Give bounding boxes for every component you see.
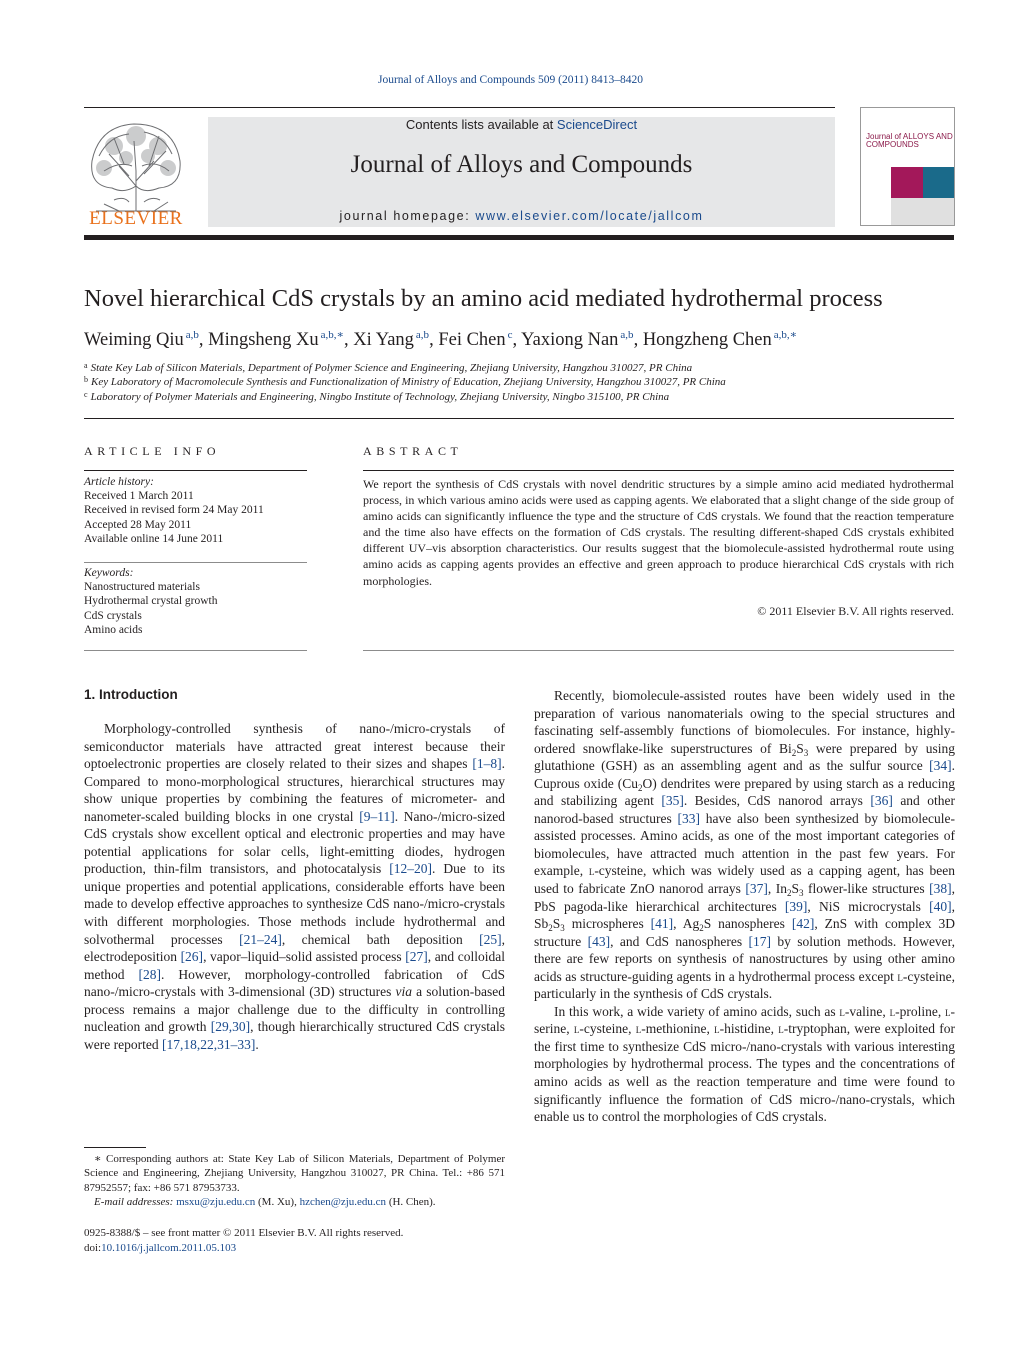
citation-link[interactable]: [38] bbox=[929, 881, 952, 897]
citation-link[interactable]: [36] bbox=[870, 793, 893, 809]
section-heading: 1. Introduction bbox=[84, 687, 178, 702]
journal-homepage-line: journal homepage: www.elsevier.com/locate/jallcom bbox=[339, 209, 704, 223]
doi-link[interactable]: 10.1016/j.jallcom.2011.05.103 bbox=[101, 1242, 237, 1254]
history-item: Received in revised form 24 May 2011 bbox=[84, 504, 264, 517]
journal-reference[interactable]: Journal of Alloys and Compounds 509 (2011) 8413–8420 bbox=[377, 74, 644, 86]
body-column-right bbox=[534, 687, 955, 1126]
author-name[interactable]: Fei Chen bbox=[438, 330, 506, 350]
citation-link[interactable]: [12–20] bbox=[389, 861, 432, 877]
keyword: Amino acids bbox=[84, 623, 143, 636]
section-rule bbox=[84, 418, 954, 419]
keyword: CdS crystals bbox=[84, 609, 142, 622]
affiliation: $^c$ Laboratory of Polymer Materials and Engineering, Ningbo Institute of Technology, Zhejiang University, Ningbo 315100, PR China bbox=[84, 390, 670, 403]
article-info-heading: ARTICLE INFO bbox=[84, 444, 221, 458]
author-affil-mark[interactable]: a,b bbox=[620, 329, 634, 341]
author-affil-mark[interactable]: c bbox=[507, 329, 513, 341]
author-affil-mark[interactable]: a,b bbox=[415, 329, 430, 341]
issn-line: 0925-8388/$ – see front matter © 2011 Elsevier B.V. All rights reserved. bbox=[84, 1227, 404, 1239]
corresponding-author-footnote bbox=[84, 1152, 505, 1210]
citation-link[interactable]: [42] bbox=[791, 916, 815, 932]
author-name[interactable]: Weiming Qiu bbox=[84, 330, 184, 350]
author-list: Weiming Qiu $^{a,b}$, Mingsheng Xu $^{a,b,∗}$, Xi Yang $^{a,b}$, Fei Chen $^c$, Yaxiong Nan $^{a,b}$, Hongzheng Chen $^{a,b,∗}$ bbox=[84, 329, 798, 350]
author-affil-mark[interactable]: a,b bbox=[185, 329, 199, 341]
keywords-label: Keywords: bbox=[84, 567, 134, 579]
body-paragraph: Morphology-controlled synthesis of nano-/micro-crystals of semiconductor materials have attracted great interest because their optoelectronic properties are closely related to their sizes and shapes [1–8]. Compared to mono-morphological structures, hierarchical structures may show unique properties by combining the features of micrometer- and nanometer-scaled building blocks in one crystal [9–11]. Nano-/micro-sized CdS crystals show excellent optical and electronic properties and may have potential applications for solar cells, light-emitting diodes, hydrogen production, thin-film transistors, and photocatalysis [12–20]. Due to its unique properties and potential applications, considerable efforts have been made to develop effective approaches to synthesize CdS nano-/micro-crystals with different morphologies. Those methods include hydrothermal and solvothermal processes [21–24], chemical bath deposition [25], electrodeposition [26], vapor–liquid–solid assisted process [27], and colloidal method [28]. However, morphology-controlled fabrication of CdS nano-/micro-crystals with 3-dimensional (3D) structures via a solution-based process remains a major challenge due to the difficulty in controlling nucleation and growth [29,30], though hierarchically structured CdS crystals were reported [17,18,22,31–33]. bbox=[84, 721, 506, 1052]
history-item: Accepted 28 May 2011 bbox=[84, 518, 192, 531]
citation-link[interactable]: [43] bbox=[587, 933, 611, 949]
keyword: Nanostructured materials bbox=[84, 581, 200, 594]
citation-link[interactable]: [40] bbox=[929, 898, 952, 914]
email-addresses: E-mail addresses: msxu@zju.edu.cn (M. Xu), hzchen@zju.edu.cn (H. Chen). bbox=[94, 1196, 436, 1209]
cover-color-block bbox=[891, 198, 954, 225]
citation-link[interactable]: [17] bbox=[748, 933, 772, 949]
corresponding-author-note: ∗ Corresponding authors at: State Key Lab of Silicon Materials, Department of Polymer Science and Engineering, Zhejiang University, Hangzhou 310027, PR China. Tel.: +86 571 87952557; fax: +86 571 87953733. bbox=[84, 1153, 505, 1194]
affiliation: $^a$ State Key Lab of Silicon Materials, Department of Polymer Science and Engineering, Zhejiang University, Hangzhou 310027, PR China bbox=[84, 361, 693, 374]
author-name[interactable]: Mingsheng Xu bbox=[208, 330, 319, 350]
history-label: Article history: bbox=[84, 476, 154, 488]
citation-link[interactable]: [17,18,22,31–33] bbox=[161, 1036, 256, 1052]
section-rule bbox=[363, 470, 954, 471]
elsevier-wordmark: ELSEVIER bbox=[89, 208, 183, 229]
copyright-notice: © 2011 Elsevier B.V. All rights reserved. bbox=[757, 604, 954, 618]
citation-link[interactable]: [28] bbox=[138, 966, 162, 982]
email-link[interactable]: msxu@zju.edu.cn bbox=[176, 1196, 256, 1209]
author-name[interactable]: Yaxiong Nan bbox=[521, 330, 619, 350]
section-rule bbox=[84, 650, 307, 651]
header-rule bbox=[84, 107, 835, 108]
citation-link[interactable]: [33] bbox=[677, 810, 700, 826]
citation-link[interactable]: [35] bbox=[661, 793, 684, 809]
abstract-text: We report the synthesis of CdS crystals with novel dendritic structures by a simple amino acid mediated hydrothermal process, in which various amino acids were used as capping agents. We elaborated that a slight change of the side group of amino acids can significantly influence the type and the structure of CdS crystals. We found that the reaction temperature and the time also have effects on the formation of CdS crystals. The resulting different-shaped CdS crystals exhibited different UV–vis absorption characteristics. Our results suggest that the biomolecule-assisted hydrothermal route using amino acids as capping agents provides an effective and green approach to produce hierarchical CdS crystals with rich morphologies. bbox=[363, 477, 954, 588]
email-link[interactable]: hzchen@zju.edu.cn bbox=[299, 1196, 387, 1209]
author-affil-mark[interactable]: a,b,∗ bbox=[320, 329, 344, 341]
issn-doi-block bbox=[84, 1226, 505, 1256]
author-name[interactable]: Hongzheng Chen bbox=[642, 330, 772, 350]
body-paragraph: Recently, biomolecule-assisted routes have been widely used in the preparation of various nanomaterials owing to the special structures and fascinating self-assembly functions of biomolecules. For instance, highly-ordered snowflake-like superstructures of $Bi_2S_3$ were prepared by using glutathione (GSH) as an assembling agent and as the sulfur source [34]. Cuprous oxide $(Cu_2O)$ dendrites were prepared by using starch as a reducing and stabilizing agent [35]. Besides, CdS nanorod arrays [36] and other nanorod-based structures [33] have also been synthesized by biomolecule-assisted processes. Amino acids, as one of the most important categories of biomolecules, have attracted much attention in the past few years. For example, l-cysteine, which was widely used as a capping agent, has been used to fabricate ZnO nanorod arrays [37], $In_2S_3$ flower-like structures [38], PbS pagoda-like hierarchical architectures [39], NiS microcrystals [40], $Sb_2S_3$ microspheres [41], $Ag_2S$ nanospheres [42], ZnS with complex 3D structure [43], and CdS nanospheres [17] by solution methods. However, there are few reports on synthesis of nanostructures by using other amino acids as structure-guiding agents in a hydrothermal process except l-cysteine, particularly in the synthesis of CdS crystals. bbox=[534, 688, 956, 1002]
citation-link[interactable]: [29,30] bbox=[210, 1019, 251, 1035]
citation-link[interactable]: [26] bbox=[180, 949, 204, 965]
header-thick-rule bbox=[84, 235, 954, 240]
author-name[interactable]: Xi Yang bbox=[353, 330, 414, 350]
cover-color-block bbox=[891, 167, 923, 198]
section-rule bbox=[84, 562, 307, 563]
section-rule bbox=[84, 470, 307, 471]
affiliation: $^b$ Key Laboratory of Macromolecule Synthesis and Functionalization of Ministry of Education, Zhejiang University, Hangzhou 310027, PR China bbox=[84, 375, 726, 388]
doi-line: doi:10.1016/j.jallcom.2011.05.103 bbox=[84, 1242, 237, 1254]
history-item: Available online 14 June 2011 bbox=[84, 532, 224, 545]
body-paragraph: In this work, a wide variety of amino acids, such as l-valine, l-proline, l-serine, l-cysteine, l-methionine, l-histidine, l-tryptophan, were exploited for the first time to synthesize CdS micro-/nano-crystals with various interesting morphologies by hydrothermal process. The types and the concentrations of amino acids as well as the reaction temperature and time were found to significantly influence the formation of CdS micro-/nano-crystals, which enable us to control the morphologies of CdS crystals. bbox=[534, 1003, 956, 1125]
abstract-heading: ABSTRACT bbox=[363, 444, 463, 458]
author-affil-mark[interactable]: a,b,∗ bbox=[773, 329, 798, 341]
cover-color-block bbox=[923, 167, 954, 198]
section-rule bbox=[363, 650, 954, 651]
article-title: Novel hierarchical CdS crystals by an amino acid mediated hydrothermal process bbox=[84, 285, 883, 312]
citation-link[interactable]: [27] bbox=[405, 949, 428, 965]
sciencedirect-link[interactable]: ScienceDirect bbox=[556, 117, 638, 132]
citation-link[interactable]: [37] bbox=[745, 881, 768, 897]
citation-link[interactable]: [39] bbox=[784, 898, 808, 914]
journal-homepage-link[interactable]: www.elsevier.com/locate/jallcom bbox=[475, 209, 704, 223]
journal-name: Journal of Alloys and Compounds bbox=[350, 151, 693, 178]
citation-link[interactable]: [21–24] bbox=[239, 931, 282, 947]
footnote-rule bbox=[84, 1147, 146, 1148]
keywords bbox=[84, 566, 307, 637]
citation-link[interactable]: [41] bbox=[650, 916, 674, 932]
citation-link[interactable]: [9–11] bbox=[359, 808, 395, 824]
contents-available-line: Contents lists available at ScienceDirect bbox=[405, 117, 638, 132]
keyword: Hydrothermal crystal growth bbox=[84, 595, 218, 608]
citation-link[interactable]: [34] bbox=[929, 758, 952, 774]
citation-link[interactable]: [25] bbox=[479, 931, 502, 947]
citation-link[interactable]: [1–8] bbox=[472, 756, 502, 772]
body-column-left bbox=[84, 720, 505, 1053]
cover-title: Journal of ALLOYS AND COMPOUNDS bbox=[866, 132, 953, 149]
article-history bbox=[84, 475, 307, 546]
history-item: Received 1 March 2011 bbox=[84, 490, 194, 503]
